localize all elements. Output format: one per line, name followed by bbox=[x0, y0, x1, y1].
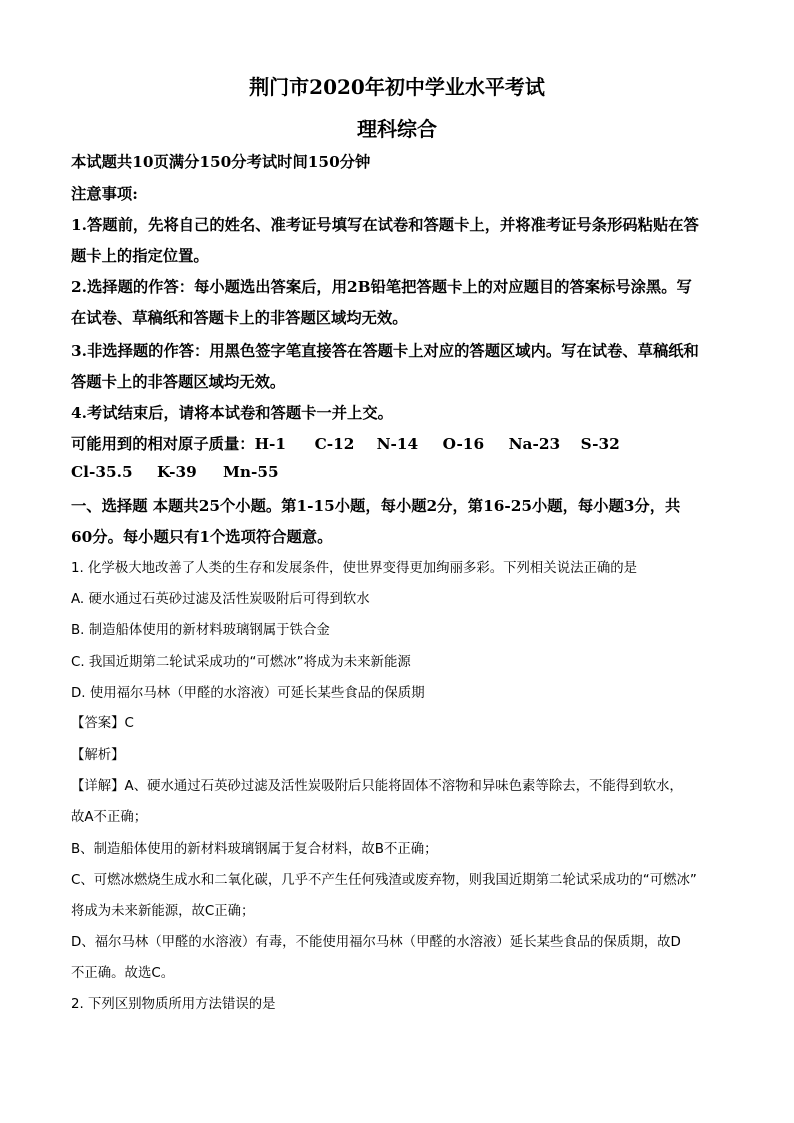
question-2-stem: 2. 下列区别物质所用方法错误的是 bbox=[71, 997, 276, 1012]
atomic-mass-item: K-39 bbox=[157, 463, 197, 481]
note-1-line-2: 题卡上的指定位置。 bbox=[71, 247, 209, 265]
note-3-line-1: 3.非选择题的作答：用黑色签字笔直接答在答题卡上对应的答题区域内。写在试卷、草稿纸和 bbox=[71, 342, 699, 360]
atomic-mass-item: O-16 bbox=[442, 435, 485, 453]
note-4: 4.考试结束后，请将本试卷和答题卡一并上交。 bbox=[71, 404, 393, 422]
atomic-mass-item: Na-23 bbox=[508, 435, 561, 453]
question-1-option-c: C. 我国近期第二轮试采成功的“可燃冰”将成为未来新能源 bbox=[71, 655, 411, 670]
exam-subject: 理科综合 bbox=[357, 117, 437, 141]
question-1-answer: 【答案】C bbox=[71, 716, 134, 731]
question-1-detail-4-line-2: 不正确。故选C。 bbox=[71, 966, 175, 981]
atomic-mass-label: 可能用到的相对原子质量： bbox=[71, 435, 255, 453]
atomic-mass-row-1 bbox=[71, 432, 620, 454]
question-1-option-a: A. 硬水通过石英砂过滤及活性炭吸附后可得到软水 bbox=[71, 592, 370, 607]
atomic-mass-item: H-1 bbox=[254, 435, 287, 453]
question-1-analysis-heading: 【解析】 bbox=[71, 748, 125, 763]
question-1-detail-1-line-1: 【详解】A、硬水通过石英砂过滤及活性炭吸附后只能将固体不溶物和异味色素等除去，不能得到软水， bbox=[71, 779, 683, 794]
question-1-detail-4-line-1: D、福尔马林（甲醛的水溶液）有毒，不能使用福尔马林（甲醛的水溶液）延长某些食品的保质期，故D bbox=[71, 935, 681, 950]
question-1-option-b: B. 制造船体使用的新材料玻璃钢属于铁合金 bbox=[71, 623, 330, 638]
question-1-detail-2: B、制造船体使用的新材料玻璃钢属于复合材料，故B不正确； bbox=[71, 842, 438, 857]
question-1-stem: 1. 化学极大地改善了人类的生存和发展条件，使世界变得更加绚丽多彩。下列相关说法正确的是 bbox=[71, 561, 638, 576]
note-3-line-2: 答题卡上的非答题区域均无效。 bbox=[71, 373, 286, 391]
exam-info: 本试题共10页满分150分考试时间150分钟 bbox=[71, 153, 371, 171]
section-heading-line-1: 一、选择题 本题共25个小题。第1-15小题，每小题2分，第16-25小题，每小题3分，共 bbox=[71, 497, 681, 515]
exam-title: 荆门市2020年初中学业水平考试 bbox=[249, 75, 545, 99]
notes-heading: 注意事项: bbox=[71, 185, 138, 203]
question-1-detail-1-line-2: 故A不正确； bbox=[71, 810, 148, 825]
atomic-mass-item: S-32 bbox=[580, 435, 620, 453]
atomic-mass-item: C-12 bbox=[314, 435, 355, 453]
question-1-detail-3-line-1: C、可燃冰燃烧生成水和二氧化碳，几乎不产生任何残渣或废弃物，则我国近期第二轮试采成功的“可燃冰” bbox=[71, 873, 697, 888]
atomic-mass-item: N-14 bbox=[376, 435, 419, 453]
atomic-mass-item: Mn-55 bbox=[223, 463, 279, 481]
note-2-line-1: 2.选择题的作答：每小题选出答案后，用2B铅笔把答题卡上的对应题目的答案标号涂黑。写 bbox=[71, 278, 692, 296]
atomic-mass-row-2 bbox=[71, 463, 279, 481]
question-1-detail-3-line-2: 将成为未来新能源，故C正确； bbox=[71, 904, 255, 919]
note-2-line-2: 在试卷、草稿纸和答题卡上的非答题区域均无效。 bbox=[71, 309, 408, 327]
note-1-line-1: 1.答题前，先将自己的姓名、准考证号填写在试卷和答题卡上，并将准考证号条形码粘贴在答 bbox=[71, 216, 699, 234]
atomic-mass-item: Cl-35.5 bbox=[71, 463, 133, 481]
section-heading-line-2: 60分。每小题只有1个选项符合题意。 bbox=[71, 528, 333, 546]
question-1-option-d: D. 使用福尔马林（甲醛的水溶液）可延长某些食品的保质期 bbox=[71, 686, 425, 701]
